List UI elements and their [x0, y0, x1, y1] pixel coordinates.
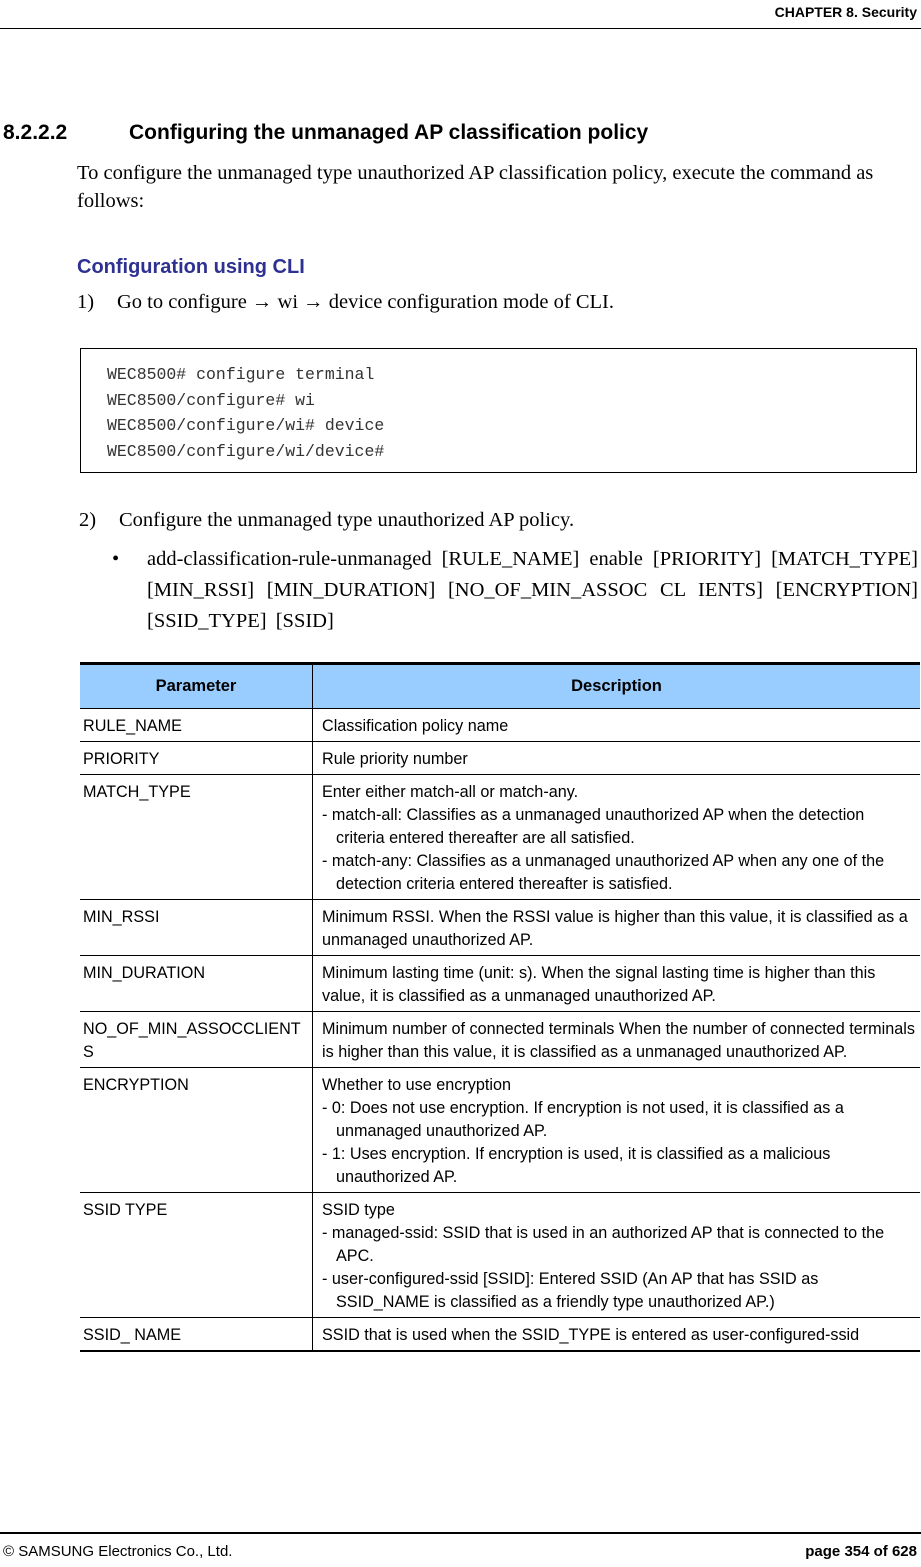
param-cell: MIN_DURATION	[80, 956, 313, 1012]
desc-subitem: - match-any: Classifies as a unmanaged unauthorized AP when any one of the detection criteria entered thereafter is satisfied.	[322, 852, 885, 893]
table-row	[80, 775, 920, 900]
section-title	[3, 121, 648, 145]
desc-cell	[313, 1012, 921, 1068]
code-line: WEC8500/configure/wi# device	[107, 416, 385, 435]
page-footer	[0, 1532, 921, 1567]
desc-line: Classification policy name	[322, 717, 509, 735]
step-1-number: 1)	[77, 291, 95, 313]
table-header-row	[80, 664, 920, 709]
desc-line: Enter either match-all or match-any.	[322, 783, 579, 801]
desc-subitem: - managed-ssid: SSID that is used in an authorized AP that is connected to the APC.	[322, 1224, 885, 1265]
table-row	[80, 1318, 920, 1352]
page-header	[0, 0, 921, 29]
desc-cell	[313, 900, 921, 956]
intro-paragraph: To configure the unmanaged type unauthorized AP classification policy, execute the command as follows:	[77, 162, 874, 212]
desc-cell	[313, 709, 921, 742]
table-row	[80, 1193, 920, 1318]
param-cell: MATCH_TYPE	[80, 775, 313, 900]
step-2	[79, 509, 574, 532]
desc-subitem: - user-configured-ssid [SSID]: Entered SSID (An AP that has SSID as SSID_NAME is classified as a friendly type unauthorized AP.)	[322, 1270, 819, 1311]
code-line: WEC8500# configure terminal	[107, 365, 375, 384]
command-syntax	[112, 544, 918, 637]
desc-cell	[313, 956, 921, 1012]
cli-code-block	[80, 348, 917, 473]
header-parameter: Parameter	[80, 664, 313, 709]
desc-cell	[313, 742, 921, 775]
desc-cell	[313, 1068, 921, 1193]
step-1-text: Go to configure → wi → device configuration mode of CLI.	[117, 291, 614, 313]
param-cell: PRIORITY	[80, 742, 313, 775]
desc-cell	[313, 1193, 921, 1318]
desc-subitem: - 1: Uses encryption. If encryption is used, it is classified as a malicious unauthorized AP.	[322, 1145, 831, 1186]
desc-subitem: - 0: Does not use encryption. If encryption is not used, it is classified as a unmanaged unauthorized AP.	[322, 1099, 844, 1140]
command-syntax-text: add-classification-rule-unmanaged [RULE_NAME] enable [PRIORITY] [MATCH_TYPE] [MIN_RSSI] [MIN_DURATION] [NO_OF_MIN_ASSOC CL IENTS] [ENCRYPTION] [SSID_TYPE] [SSID]	[147, 548, 918, 632]
param-cell: SSID_ NAME	[80, 1318, 313, 1352]
desc-line: SSID that is used when the SSID_TYPE is entered as user-configured-ssid	[322, 1326, 860, 1344]
table-row	[80, 900, 920, 956]
page-number: page 354 of 628	[805, 1543, 917, 1560]
code-line: WEC8500/configure/wi/device#	[107, 441, 385, 461]
bullet-icon: •	[112, 548, 120, 570]
desc-line: Rule priority number	[322, 750, 468, 768]
step-1	[77, 291, 614, 314]
copyright-text: © SAMSUNG Electronics Co., Ltd.	[3, 1543, 233, 1560]
table-row	[80, 742, 920, 775]
step-2-text: Configure the unmanaged type unauthorized AP policy.	[119, 509, 575, 531]
step-2-number: 2)	[79, 509, 97, 531]
desc-line: Minimum number of connected terminals When the number of connected terminals is higher than this value, it is classified as a unmanaged unauthorized AP.	[322, 1020, 915, 1061]
desc-line: Whether to use encryption	[322, 1076, 511, 1094]
param-cell: ENCRYPTION	[80, 1068, 313, 1193]
desc-line: Minimum RSSI. When the RSSI value is higher than this value, it is classified as a unmanaged unauthorized AP.	[322, 908, 908, 949]
desc-subitem: - match-all: Classifies as a unmanaged unauthorized AP when the detection criteria entered thereafter are all satisfied.	[322, 806, 865, 847]
section-title-text: Configuring the unmanaged AP classification policy	[129, 121, 649, 144]
desc-cell	[313, 775, 921, 900]
table-row	[80, 1068, 920, 1193]
param-cell: SSID TYPE	[80, 1193, 313, 1318]
desc-line: SSID type	[322, 1201, 395, 1219]
parameter-table	[80, 662, 920, 1352]
section-number: 8.2.2.2	[3, 121, 68, 144]
table-row	[80, 709, 920, 742]
table-row	[80, 1012, 920, 1068]
desc-line: Minimum lasting time (unit: s). When the signal lasting time is higher than this value, it is classified as a unmanaged unauthorized AP.	[322, 964, 876, 1005]
chapter-label: CHAPTER 8. Security	[774, 4, 917, 20]
header-description: Description	[313, 664, 921, 709]
table-row	[80, 956, 920, 1012]
code-line: WEC8500/configure# wi	[107, 390, 315, 410]
param-cell: NO_OF_MIN_ASSOCCLIENTS	[80, 1012, 313, 1068]
cli-subheading: Configuration using CLI	[77, 256, 305, 278]
param-cell: RULE_NAME	[80, 709, 313, 742]
desc-cell	[313, 1318, 921, 1352]
param-cell: MIN_RSSI	[80, 900, 313, 956]
